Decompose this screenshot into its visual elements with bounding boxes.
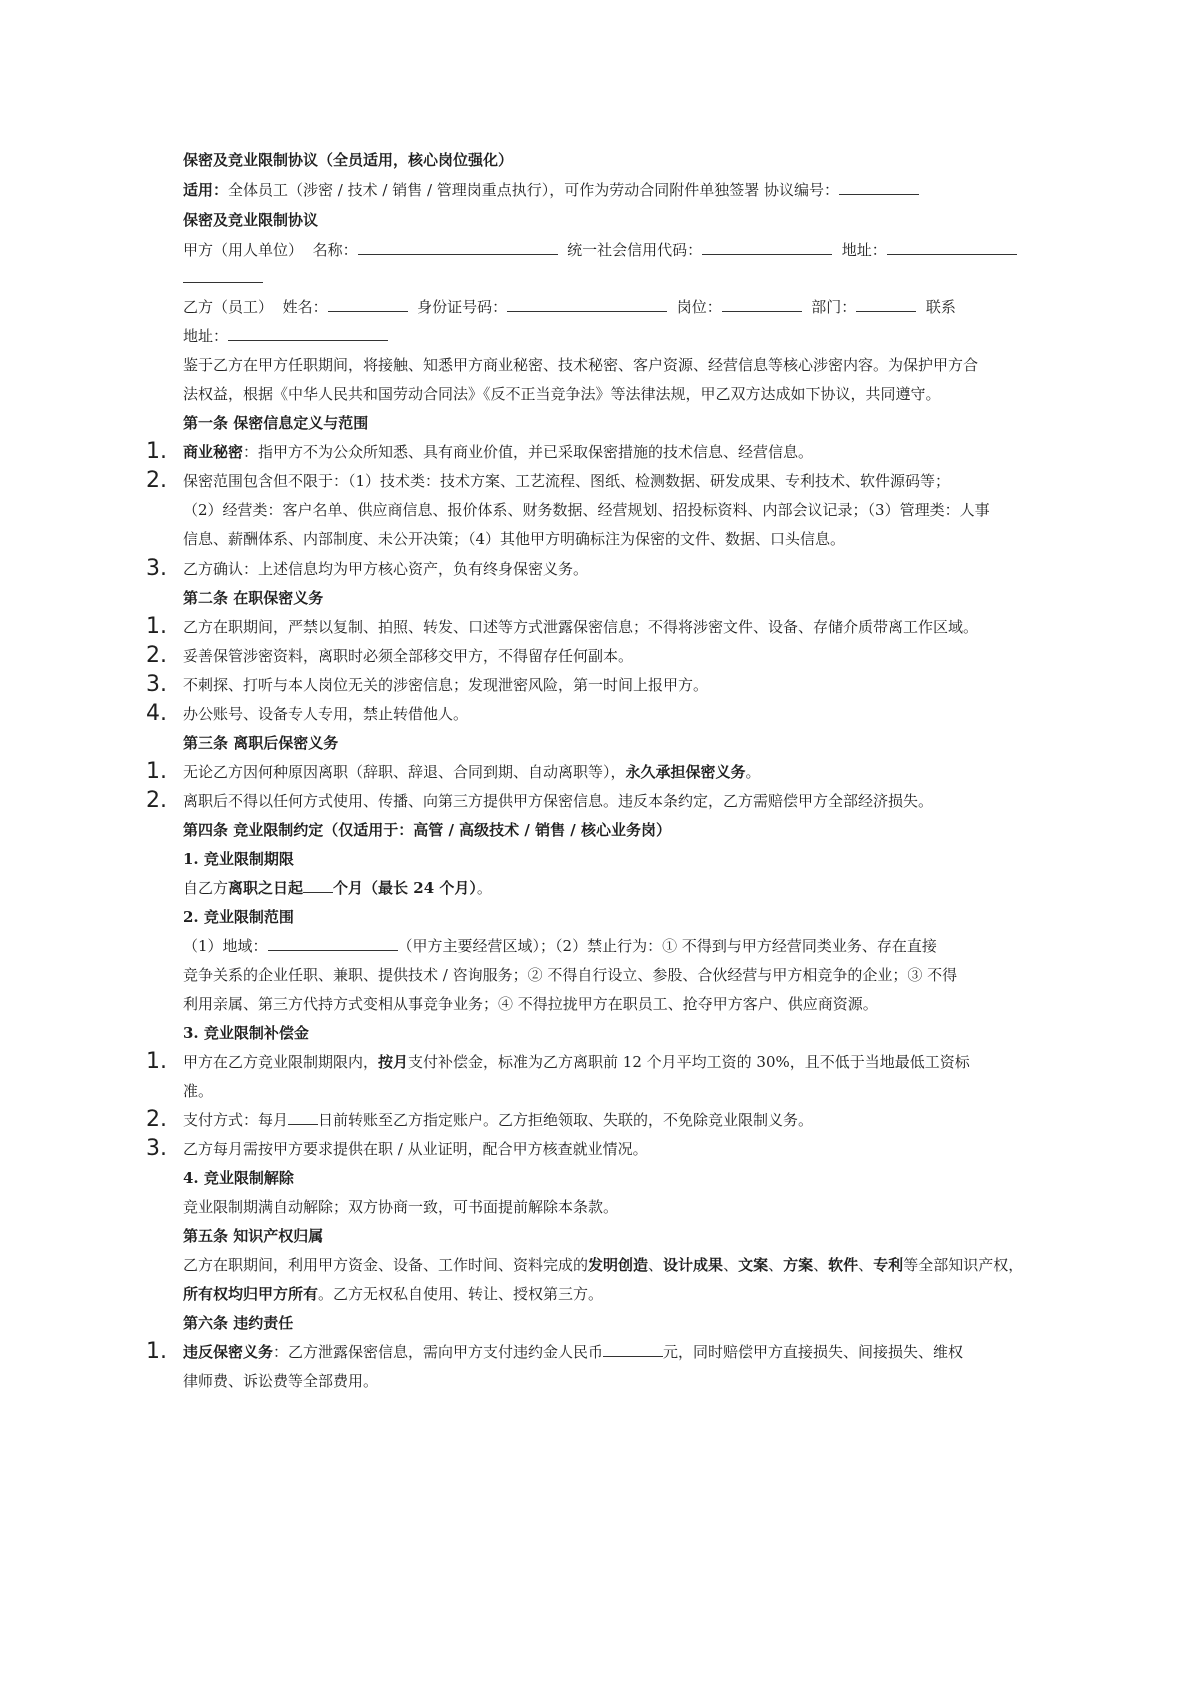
term-pre: 自乙方 xyxy=(183,879,229,897)
party-b-post-blank xyxy=(722,297,802,312)
scope-label: 适用： xyxy=(183,181,229,199)
ip-sep: 、 xyxy=(858,1256,874,1274)
list-item: 乙方在职期间，严禁以复制、拍照、转发、口述等方式泄露保密信息；不得将涉密文件、设备、存储介质带离工作区域。 xyxy=(183,618,979,636)
agreement-number-blank xyxy=(839,180,919,195)
item-text: 支付补偿金，标准为乙方离职前 12 个月平均工资的 30%，且不低于当地最低工资标 xyxy=(408,1053,970,1071)
item-text: 无论乙方因何种原因离职（辞职、辞退、合同到期、自动离职等）， xyxy=(183,763,626,781)
ip-bold: 软件 xyxy=(828,1256,859,1274)
list-number: 2. xyxy=(146,643,167,668)
item-bold: 永久承担保密义务 xyxy=(625,763,746,781)
ip-bold: 设计成果 xyxy=(663,1256,724,1274)
party-a-addr-blank xyxy=(887,240,1017,255)
article-1-heading: 第一条 保密信息定义与范围 xyxy=(183,414,369,432)
ip-line-1 xyxy=(183,1255,1023,1275)
party-b-id-label: 身份证号码： xyxy=(417,298,508,316)
ip-tail-2: 。乙方无权私自使用、转让、授权第三方。 xyxy=(318,1285,604,1303)
article-6-heading: 第六条 违约责任 xyxy=(183,1314,294,1332)
party-b-dept-label: 部门： xyxy=(811,298,857,316)
list-item: 保密范围包含但不限于：（1）技术类：技术方案、工艺流程、图纸、检测数据、研发成果、专利技术、软件源码等； xyxy=(183,472,951,490)
sub-heading-compensation: 3. 竞业限制补偿金 xyxy=(183,1024,309,1042)
term-bold-b: 个月（最长 24 个月） xyxy=(333,879,477,897)
party-b-line xyxy=(183,297,1023,317)
scope-line-3: 利用亲属、第三方代持方式变相从事竞争业务；④ 不得拉拢甲方在职员工、抢夺甲方客户、供应商资源。 xyxy=(183,995,878,1013)
ip-sep: 、 xyxy=(723,1256,739,1274)
list-number: 2. xyxy=(146,468,167,493)
preamble-line-2: 法权益，根据《中华人民共和国劳动合同法》《反不正当竞争法》等法律法规，甲乙双方达成如下协议，共同遵守。 xyxy=(183,385,941,403)
ip-tail: 等全部知识产权， xyxy=(903,1256,1024,1274)
party-b-id-blank xyxy=(507,297,667,312)
list-item: 乙方每月需按甲方要求提供在职 / 从业证明，配合甲方核查就业情况。 xyxy=(183,1140,648,1158)
party-a-addr-continue xyxy=(183,268,1023,288)
list-item-cont: 律师费、诉讼费等全部费用。 xyxy=(183,1372,379,1390)
party-b-addr-line xyxy=(183,326,1023,346)
party-a-addr-blank-cont xyxy=(183,268,263,283)
sub-heading-release: 4. 竞业限制解除 xyxy=(183,1169,294,1187)
item-pre: 支付方式：每月 xyxy=(183,1111,289,1129)
party-a-code-label: 统一社会信用代码： xyxy=(567,241,703,259)
ip-sep: 、 xyxy=(648,1256,664,1274)
party-a-line xyxy=(183,240,1023,260)
ip-bold: 方案 xyxy=(783,1256,814,1274)
breach-pre: ：乙方泄露保密信息，需向甲方支付违约金人民币 xyxy=(273,1343,604,1361)
list-number: 3. xyxy=(146,556,167,581)
region-label: （1）地域： xyxy=(183,937,268,955)
region-blank xyxy=(268,936,398,951)
ip-bold: 专利 xyxy=(873,1256,904,1274)
breach-post: 元，同时赔偿甲方直接损失、间接损失、维权 xyxy=(663,1343,964,1361)
ip-bold: 发明创造 xyxy=(588,1256,649,1274)
breach-bold: 违反保密义务 xyxy=(183,1343,274,1361)
item-bold: 按月 xyxy=(378,1053,409,1071)
list-item xyxy=(183,762,1023,782)
party-a-name-blank xyxy=(358,240,558,255)
party-b-name-blank xyxy=(328,297,408,312)
item-pre: 甲方在乙方竞业限制期限内， xyxy=(183,1053,379,1071)
ip-sep: 、 xyxy=(813,1256,829,1274)
list-number: 4. xyxy=(146,701,167,726)
penalty-amount-blank xyxy=(603,1342,663,1357)
list-item xyxy=(183,1052,1023,1072)
term-bold-a: 离职之日起 xyxy=(228,879,304,897)
list-number: 1. xyxy=(146,614,167,639)
ip-pre: 乙方在职期间，利用甲方资金、设备、工作时间、资料完成的 xyxy=(183,1256,589,1274)
list-item: 不刺探、打听与本人岗位无关的涉密信息；发现泄密风险，第一时间上报甲方。 xyxy=(183,676,709,694)
ip-sep: 、 xyxy=(768,1256,784,1274)
list-number: 3. xyxy=(146,1136,167,1161)
list-item-cont: 准。 xyxy=(183,1082,214,1100)
list-item xyxy=(183,1342,1023,1362)
list-item-cont: （2）经营类：客户名单、供应商信息、报价体系、财务数据、经营规划、招投标资料、内部会议记录；（3）管理类：人事 xyxy=(183,501,990,519)
article-4-heading: 第四条 竞业限制约定（仅适用于：高管 / 高级技术 / 销售 / 核心业务岗） xyxy=(183,821,671,839)
article-3-heading: 第三条 离职后保密义务 xyxy=(183,734,339,752)
sub-heading-term: 1. 竞业限制期限 xyxy=(183,850,294,868)
party-b-dept-blank xyxy=(856,297,916,312)
term-tail: 。 xyxy=(476,879,492,897)
scope-text: 全体员工（涉密 / 技术 / 销售 / 管理岗重点执行），可作为劳动合同附件单独签署 协议编号： xyxy=(228,181,840,199)
term-text: ：指甲方不为公众所知悉、具有商业价值，并已采取保密措施的技术信息、经营信息。 xyxy=(243,443,814,461)
list-item xyxy=(183,1110,1023,1130)
party-b-addr-label: 地址： xyxy=(183,327,229,345)
article-5-heading: 第五条 知识产权归属 xyxy=(183,1227,324,1245)
doc-main-title: 保密及竞业限制协议 xyxy=(183,211,319,229)
party-a-name-label: 名称： xyxy=(312,241,358,259)
item-text: 日前转账至乙方指定账户。乙方拒绝领取、失联的，不免除竞业限制义务。 xyxy=(318,1111,814,1129)
day-blank xyxy=(288,1110,318,1125)
list-number: 1. xyxy=(146,759,167,784)
list-item-cont: 信息、薪酬体系、内部制度、未公开决策；（4）其他甲方明确标注为保密的文件、数据、口头信息。 xyxy=(183,530,846,548)
party-a-addr-label: 地址： xyxy=(841,241,887,259)
list-number: 2. xyxy=(146,1107,167,1132)
list-item: 妥善保管涉密资料，离职时必须全部移交甲方，不得留存任何副本。 xyxy=(183,647,634,665)
list-item: 乙方确认：上述信息均为甲方核心资产，负有终身保密义务。 xyxy=(183,560,589,578)
party-b-name-label: 姓名： xyxy=(282,298,328,316)
list-item: 办公账号、设备专人专用，禁止转借他人。 xyxy=(183,705,469,723)
sub-heading-scope: 2. 竞业限制范围 xyxy=(183,908,294,926)
party-a-code-blank xyxy=(702,240,832,255)
term-line xyxy=(183,878,1023,898)
scope-line-1 xyxy=(183,936,1023,956)
scope-line-2: 竞争关系的企业任职、兼职、提供技术 / 咨询服务；② 不得自行设立、参股、合伙经营与甲方相竞争的企业；③ 不得 xyxy=(183,966,958,984)
list-number: 1. xyxy=(146,1049,167,1074)
party-b-contact-label: 联系 xyxy=(925,298,956,316)
list-number: 2. xyxy=(146,788,167,813)
party-b-post-label: 岗位： xyxy=(676,298,722,316)
scope-text-1: （甲方主要经营区域）；（2）禁止行为：① 不得到与甲方经营同类业务、存在直接 xyxy=(397,937,937,955)
list-number: 1. xyxy=(146,439,167,464)
scope-line xyxy=(183,180,1023,200)
release-text: 竞业限制期满自动解除；双方协商一致，可书面提前解除本条款。 xyxy=(183,1198,619,1216)
term-bold: 商业秘密 xyxy=(183,443,244,461)
item-tail: 。 xyxy=(745,763,761,781)
list-number: 1. xyxy=(146,1339,167,1364)
list-item xyxy=(183,442,1023,462)
party-b-addr-blank xyxy=(228,326,388,341)
ip-bold: 文案 xyxy=(738,1256,769,1274)
article-2-heading: 第二条 在职保密义务 xyxy=(183,589,324,607)
doc-top-title: 保密及竞业限制协议（全员适用，核心岗位强化） xyxy=(183,151,514,169)
ip-ownership-bold: 所有权均归甲方所有 xyxy=(183,1285,319,1303)
party-a-label: 甲方（用人单位） xyxy=(183,241,304,259)
months-blank xyxy=(303,878,333,893)
list-number: 3. xyxy=(146,672,167,697)
list-item: 离职后不得以任何方式使用、传播、向第三方提供甲方保密信息。违反本条约定，乙方需赔偿甲方全部经济损失。 xyxy=(183,792,934,810)
ip-line-2 xyxy=(183,1284,1023,1304)
party-b-label: 乙方（员工） xyxy=(183,298,274,316)
preamble-line-1: 鉴于乙方在甲方任职期间，将接触、知悉甲方商业秘密、技术秘密、客户资源、经营信息等核心涉密内容。为保护甲方合 xyxy=(183,356,979,374)
